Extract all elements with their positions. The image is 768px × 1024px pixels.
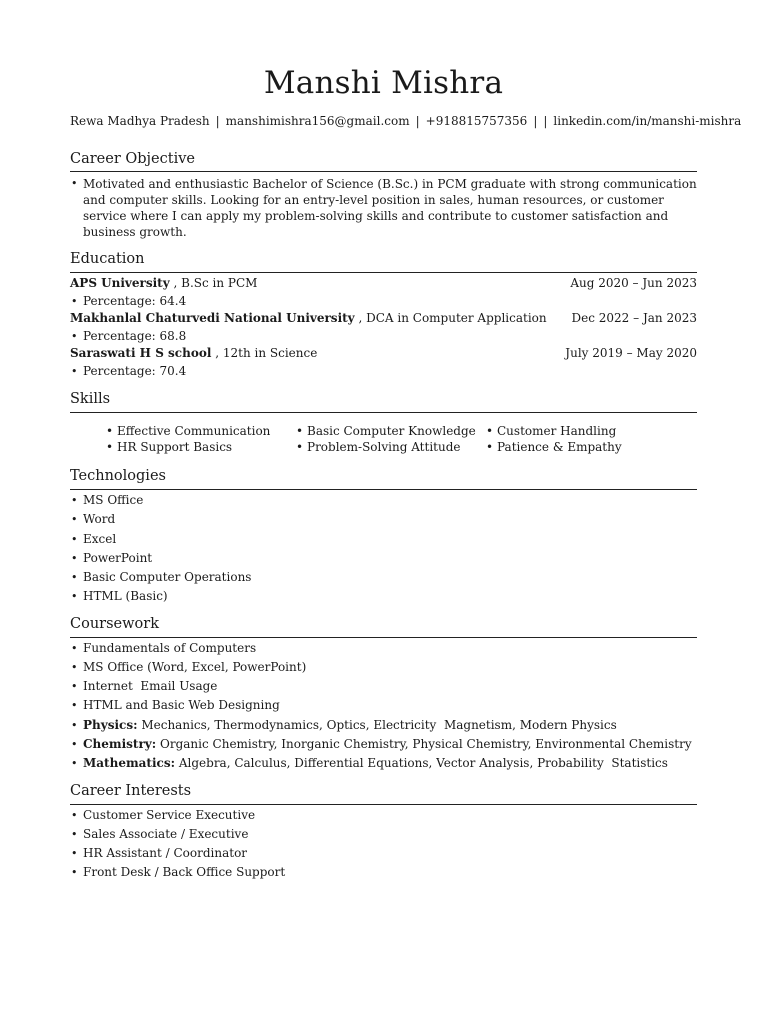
separator: | xyxy=(215,114,220,128)
education-title xyxy=(70,311,547,327)
course-label: Mathematics: xyxy=(83,756,176,771)
list-item xyxy=(70,735,697,754)
list-item: • Word xyxy=(70,510,697,529)
list-item xyxy=(70,677,697,696)
skills-section xyxy=(70,390,697,455)
phone-text: +918815757356 xyxy=(425,114,528,128)
candidate-name: Manshi Mishra xyxy=(263,65,504,101)
objective-list xyxy=(70,176,697,240)
list-item: • Basic Computer Operations xyxy=(70,568,697,587)
institution-name: Saraswati H S school xyxy=(70,346,212,361)
list-item xyxy=(70,639,697,658)
coursework-list xyxy=(70,639,697,774)
separator: | xyxy=(543,114,548,128)
degree-text: , B.Sc in PCM xyxy=(173,276,258,291)
skills-grid xyxy=(106,423,697,455)
education-percentage: • Percentage: 70.4 xyxy=(70,363,697,380)
education-title xyxy=(70,276,257,292)
separator: | xyxy=(533,114,538,128)
education-dates: July 2019 – May 2020 xyxy=(565,346,697,361)
education-entry xyxy=(70,310,697,345)
course-text: Internet Email Usage xyxy=(83,679,218,694)
course-label: Physics: xyxy=(83,717,138,732)
list-item: • PowerPoint xyxy=(70,549,697,568)
education-header xyxy=(70,310,697,328)
education-percentage: • Percentage: 68.8 xyxy=(70,328,697,345)
education-header xyxy=(70,345,697,363)
section-title: Career Interests xyxy=(70,782,697,805)
education-entry xyxy=(70,275,697,310)
list-item: • Front Desk / Back Office Support xyxy=(70,863,697,882)
degree-text: , 12th in Science xyxy=(215,346,318,361)
course-text: Fundamentals of Computers xyxy=(83,640,257,655)
education-entry xyxy=(70,345,697,380)
skill-item: • HR Support Basics xyxy=(106,439,296,455)
email-link[interactable]: manshimishra156@gmail.com xyxy=(225,114,410,128)
education-dates: Dec 2022 – Jan 2023 xyxy=(571,311,697,326)
section-title: Coursework xyxy=(70,615,697,638)
institution-name: APS University xyxy=(70,276,170,291)
education-header xyxy=(70,275,697,293)
education-dates: Aug 2020 – Jun 2023 xyxy=(570,276,697,291)
list-item: • Customer Service Executive xyxy=(70,806,697,825)
list-item: • HR Assistant / Coordinator xyxy=(70,844,697,863)
skill-item: • Problem-Solving Attitude xyxy=(296,439,486,455)
career-interests-section xyxy=(70,782,697,883)
technologies-section xyxy=(70,467,697,607)
education-percentage: • Percentage: 64.4 xyxy=(70,293,697,310)
location-text: Rewa Madhya Pradesh xyxy=(70,114,210,128)
course-text: MS Office (Word, Excel, PowerPoint) xyxy=(83,659,307,674)
interests-list xyxy=(70,806,697,883)
institution-name: Makhanlal Chaturvedi National University xyxy=(70,311,355,326)
list-item xyxy=(70,754,697,773)
skill-item: • Effective Communication xyxy=(106,423,296,439)
resume-page xyxy=(70,62,742,883)
list-item: • Excel xyxy=(70,530,697,549)
objective-text: • Motivated and enthusiastic Bachelor of Science (B.Sc.) in PCM graduate with strong communication and computer skills. Looking for an entry-level position in sales, human resources, or customer service where I can apply my problem-solving skills and contribute to customer satisfaction and business growth. xyxy=(70,176,697,240)
list-item: • Sales Associate / Executive xyxy=(70,825,697,844)
contact-line xyxy=(70,114,742,130)
skill-item: • Basic Computer Knowledge xyxy=(296,423,486,439)
list-item xyxy=(70,658,697,677)
section-title: Technologies xyxy=(70,467,697,490)
linkedin-link[interactable]: linkedin.com/in/manshi-mishra xyxy=(553,114,742,128)
course-label: Chemistry: xyxy=(83,737,157,752)
education-title xyxy=(70,346,317,362)
list-item: • HTML (Basic) xyxy=(70,587,697,606)
coursework-section xyxy=(70,615,697,774)
course-text: Organic Chemistry, Inorganic Chemistry, Physical Chemistry, Environmental Chemistry xyxy=(156,737,692,752)
section-title: Education xyxy=(70,250,697,273)
education-section xyxy=(70,250,697,380)
skill-item: • Patience & Empathy xyxy=(486,439,686,455)
separator: | xyxy=(415,114,420,128)
list-item: • MS Office xyxy=(70,491,697,510)
skill-item: • Customer Handling xyxy=(486,423,686,439)
course-text: Mechanics, Thermodynamics, Optics, Electricity Magnetism, Modern Physics xyxy=(137,717,617,732)
technologies-list xyxy=(70,491,697,607)
degree-text: , DCA in Computer Application xyxy=(358,311,547,326)
section-title: Skills xyxy=(70,390,697,413)
course-text: Algebra, Calculus, Differential Equations, Vector Analysis, Probability Statistics xyxy=(175,756,668,771)
course-text: HTML and Basic Web Designing xyxy=(83,698,280,713)
list-item xyxy=(70,716,697,735)
career-objective-section xyxy=(70,150,697,241)
section-title: Career Objective xyxy=(70,150,697,173)
list-item xyxy=(70,696,697,715)
